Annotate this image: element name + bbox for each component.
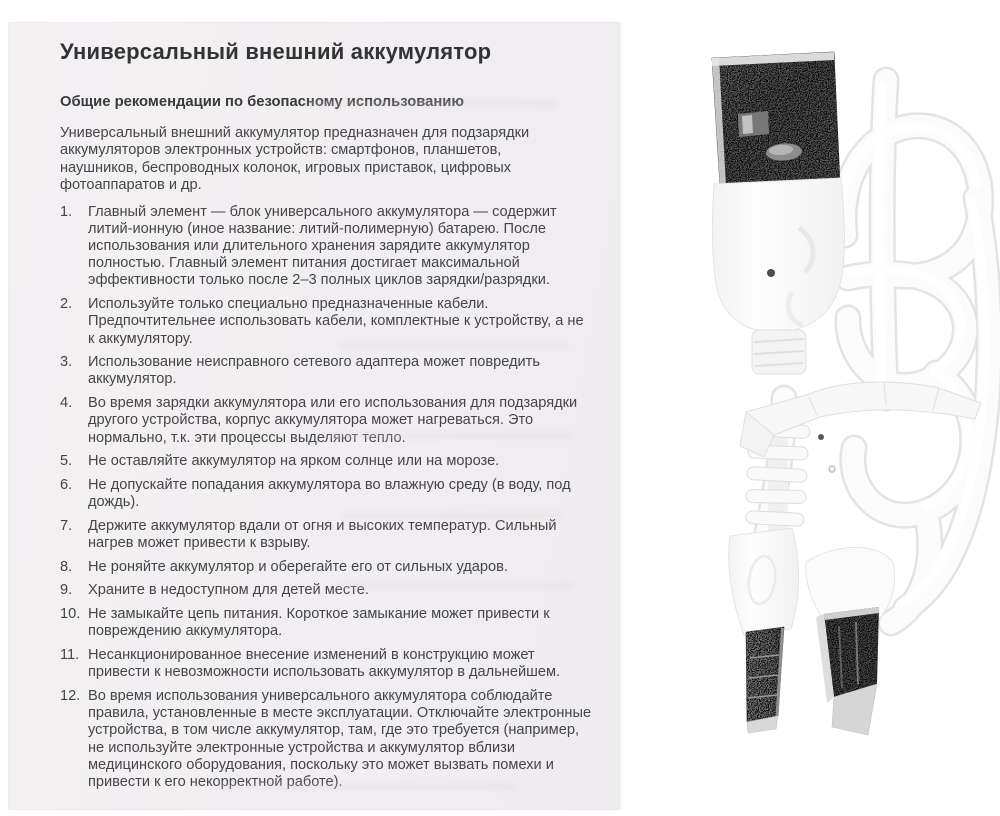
- list-item-text: Во время использования универсального аккумулятора соблюдайте правила, установленные в месте эксплуатации. Отключайте электронные устройства, в том числе аккумулятор, там, где это требуется (например, не используйте электронные устройства и аккумулятор вблизи медицинского оборудования, поскольку это может вызвать помехи и привести к его некорректной работе).: [88, 688, 592, 791]
- list-item-text: Используйте только специально предназначенные кабели. Предпочтительнее использовать кабели, комплектные к устройству, а не к аккумулятору.: [88, 296, 584, 347]
- safety-list-item: [60, 395, 584, 447]
- list-item-text: Использование неисправного сетевого адаптера может повредить аккумулятор.: [88, 354, 540, 388]
- safety-list-item: [60, 296, 584, 348]
- safety-list-item: [60, 582, 584, 599]
- list-item-number: 8.: [60, 558, 73, 575]
- safety-list-item: [60, 559, 584, 576]
- safety-list-item: [60, 647, 584, 681]
- list-item-number: 3.: [60, 354, 73, 371]
- usb-plug-connector: [806, 547, 895, 735]
- safety-list-item: [60, 453, 584, 470]
- safety-list-item: [60, 518, 584, 552]
- section-heading: Общие рекомендации по безопасному использованию: [60, 94, 465, 110]
- list-item-number: 4.: [60, 395, 73, 412]
- list-item-number: 12.: [60, 688, 81, 704]
- list-item-number: 10.: [60, 606, 81, 623]
- list-item-number: 2.: [60, 296, 73, 313]
- list-item-text: Не допускайте попадания аккумулятора во влажную среду (в воду, под дождь).: [88, 476, 571, 511]
- list-item-text: Держите аккумулятор вдали от огня и высоких температур. Сильный нагрев может привести к взрыву.: [88, 517, 557, 552]
- indicator-dot: [767, 269, 775, 277]
- list-item-text: Не замыкайте цепь питания. Короткое замыкание может привести к повреждению аккумулятора.: [88, 606, 550, 640]
- list-item-number: 1.: [60, 203, 73, 220]
- list-item-text: Несанкционированное внесение изменений в конструкцию может привести к невозможности использовать аккумулятор в дальнейшем.: [88, 647, 561, 681]
- product-photo: [634, 16, 1000, 806]
- safety-list-item: [60, 477, 584, 511]
- usb-a-connector: [712, 52, 845, 374]
- list-item-text: Не оставляйте аккумулятор на ярком солнце или на морозе.: [88, 453, 500, 470]
- list-item-number: 9.: [60, 582, 73, 599]
- usb-cable-photo: [634, 16, 1000, 806]
- intro-paragraph: Универсальный внешний аккумулятор предназначен для подзарядки аккумуляторов электронных устройств: смартфонов, планшетов, наушников, беспроводных колонок, игровых приставок, цифровых фотоаппаратов и др.: [60, 125, 530, 194]
- list-item-number: 7.: [60, 517, 73, 534]
- safety-list-item: [60, 354, 584, 388]
- list-item-text: Храните в недоступном для детей месте.: [88, 582, 369, 599]
- safety-list: [60, 203, 592, 792]
- instruction-sheet: [8, 22, 620, 810]
- page-title: Универсальный внешний аккумулятор: [60, 39, 492, 64]
- safety-list-item: [60, 688, 592, 791]
- list-item-text: Во время зарядки аккумулятора или его использования для подзарядки другого устройства, корпус аккумулятора может нагреваться. Это нормально, т.к. эти процессы выделяют тепло.: [88, 395, 578, 446]
- safety-list-item: [60, 204, 584, 290]
- list-item-text: Не роняйте аккумулятор и оберегайте его от сильных ударов.: [88, 558, 508, 575]
- list-item-number: 5.: [60, 453, 73, 470]
- list-item-number: 11.: [60, 647, 80, 664]
- safety-list-item: [60, 606, 584, 640]
- list-item-number: 6.: [60, 476, 73, 493]
- list-item-text: Главный элемент — блок универсального аккумулятора — содержит литий-ионную (иное название: литий-полимерную) батарею. После использования или длительного хранения зарядите аккумулятор полностью. Главный элемент питания достигает максимальной эффективности только после 2–3 полных циклов зарядки/разрядки.: [88, 203, 557, 289]
